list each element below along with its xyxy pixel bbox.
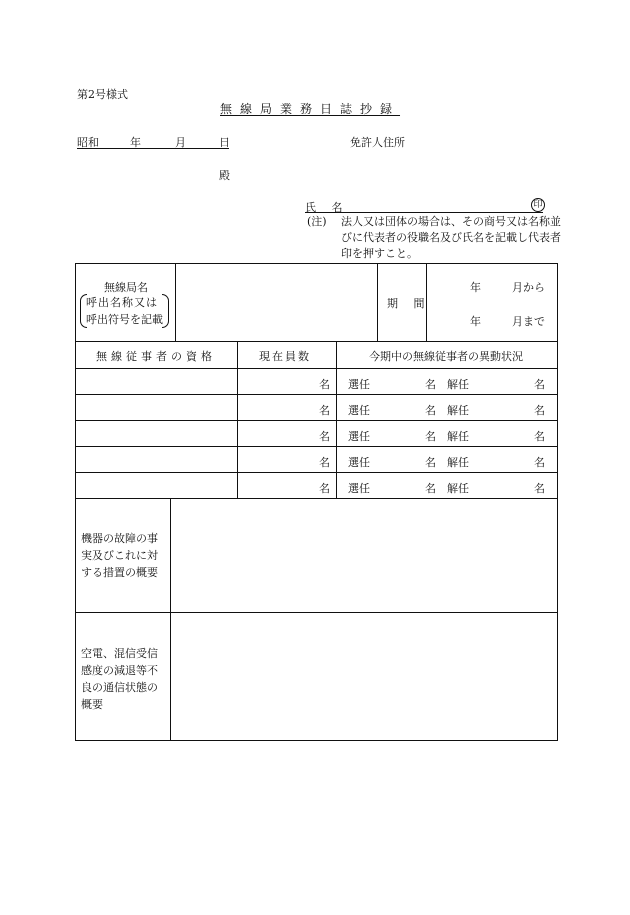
qualification-field[interactable] (77, 448, 235, 470)
form-number: 第2号様式 (77, 88, 128, 101)
qualification-field[interactable] (77, 396, 235, 418)
period-from-year: 年 (470, 281, 481, 294)
table-row (75, 420, 558, 446)
current-count-unit: 名 (319, 404, 330, 417)
equipment-fault-field[interactable] (172, 500, 556, 610)
qualification-field[interactable] (77, 474, 235, 496)
comms-condition-field[interactable] (172, 614, 556, 739)
paren-right-icon (162, 294, 169, 328)
current-count-unit: 名 (319, 456, 330, 469)
honorific: 殿 (219, 169, 230, 182)
note-line-2: びに代表者の役職名及び氏名を記載し代表者 (341, 231, 561, 244)
note-line-1: 法人又は団体の場合は、その商号又は名称並 (341, 215, 561, 228)
station-name-label: 無線局名 (104, 281, 148, 294)
dismiss-unit: 名 (534, 482, 545, 495)
call-name-label: 呼出名称又は (86, 296, 158, 309)
station-name-field[interactable] (177, 264, 375, 340)
header-qualification: 無線従事者の資格 (96, 350, 216, 363)
table-row (75, 446, 558, 472)
name-label: 氏 名 (305, 201, 349, 214)
period-from-month: 月から (512, 281, 545, 294)
appoint-unit: 名 (425, 456, 436, 469)
header-changes: 今期中の無線従事者の異動状況 (369, 350, 523, 363)
equipment-fault-label: 機器の故障の事 実及びこれに対 する措置の概要 (81, 532, 158, 579)
appoint-unit: 名 (425, 404, 436, 417)
name-underline (305, 212, 543, 213)
current-count-unit: 名 (319, 378, 330, 391)
dismiss-label: 解任 (447, 482, 469, 495)
note-line-3: 印を押すこと。 (341, 247, 418, 260)
table-row (75, 394, 558, 420)
table-row (75, 368, 558, 394)
current-count-unit: 名 (319, 430, 330, 443)
dismiss-label: 解任 (447, 456, 469, 469)
appoint-unit: 名 (425, 482, 436, 495)
appoint-label: 選任 (348, 404, 370, 417)
period-to-month: 月まで (512, 315, 545, 328)
dismiss-label: 解任 (447, 430, 469, 443)
qualification-field[interactable] (77, 422, 235, 444)
date-year: 年 (130, 136, 141, 149)
document-title: 無線局業務日誌抄録 (220, 102, 401, 116)
note-mark: (注) (307, 215, 327, 228)
period-to-year: 年 (470, 315, 481, 328)
dismiss-unit: 名 (534, 430, 545, 443)
appoint-unit: 名 (425, 430, 436, 443)
header-current-count: 現在員数 (259, 350, 311, 363)
appoint-label: 選任 (348, 482, 370, 495)
dismiss-label: 解任 (447, 404, 469, 417)
comms-condition-label: 空電、混信受信 感度の減退等不 良の通信状態の 概要 (81, 647, 158, 711)
dismiss-label: 解任 (447, 378, 469, 391)
licensee-address-label: 免許人住所 (350, 136, 405, 149)
appoint-label: 選任 (348, 430, 370, 443)
qualification-field[interactable] (77, 370, 235, 392)
dismiss-unit: 名 (534, 404, 545, 417)
date-underline (77, 148, 229, 149)
date-day: 日 (219, 136, 230, 149)
period-label: 期 間 (387, 297, 431, 310)
current-count-unit: 名 (319, 482, 330, 495)
call-sign-label: 呼出符号を記載 (86, 313, 163, 326)
seal-mark-icon: 印 (531, 198, 545, 212)
table-row (75, 472, 558, 498)
dismiss-unit: 名 (534, 456, 545, 469)
date-month: 月 (175, 136, 186, 149)
date-era: 昭和 (77, 136, 99, 149)
appoint-label: 選任 (348, 378, 370, 391)
appoint-unit: 名 (425, 378, 436, 391)
appoint-label: 選任 (348, 456, 370, 469)
dismiss-unit: 名 (534, 378, 545, 391)
